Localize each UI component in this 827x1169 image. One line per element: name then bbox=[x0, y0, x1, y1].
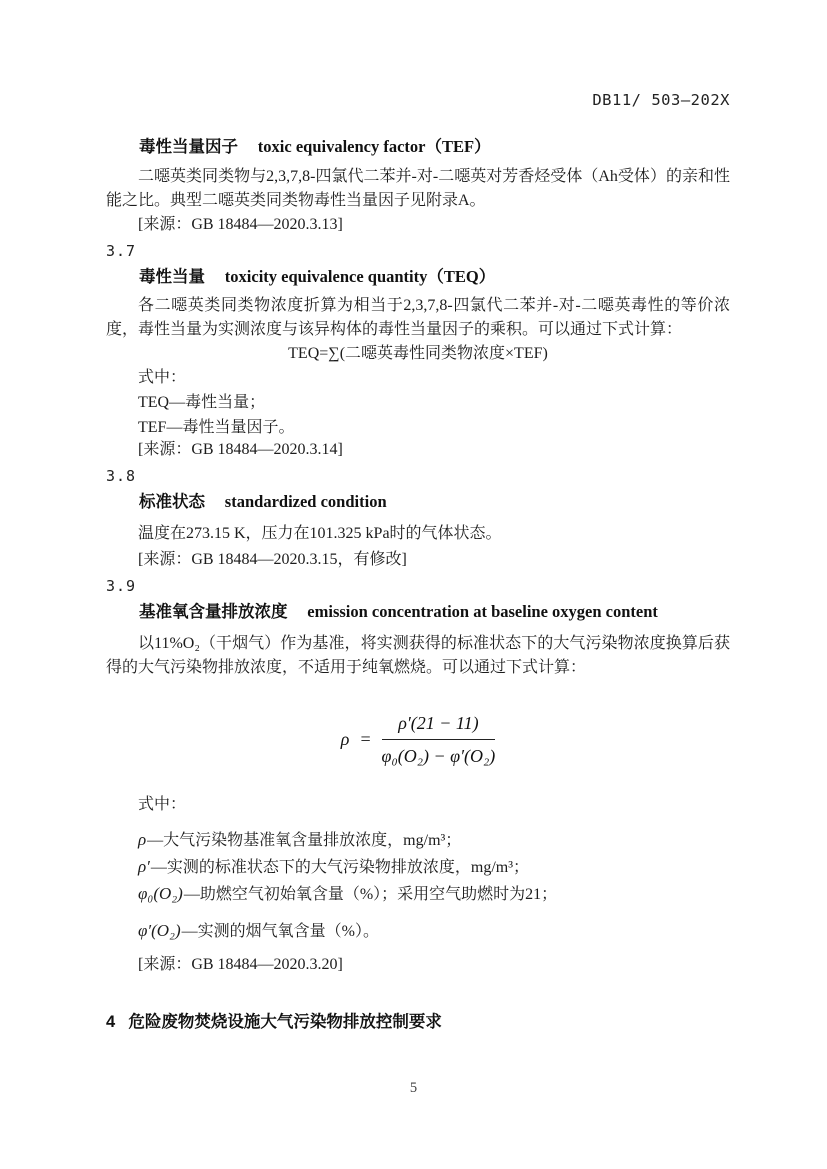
term-heading-baseline bbox=[106, 601, 730, 623]
tef-symbol: TEF bbox=[138, 419, 167, 436]
phi-prime-definition bbox=[106, 918, 730, 945]
phi-prime-desc: —实测的烟气氧含量（%）。 bbox=[181, 923, 379, 940]
rho-desc: —大气污染物基准氧含量排放浓度，mg/m³； bbox=[147, 832, 462, 849]
term-en-teq: toxicity equivalence quantity（TEQ） bbox=[224, 267, 496, 286]
section-4-heading bbox=[106, 1011, 730, 1033]
rho-prime-definition bbox=[106, 854, 730, 881]
term-zh-tef: 毒性当量因子 bbox=[139, 138, 238, 156]
term-zh-std: 标准状态 bbox=[139, 493, 205, 511]
tef-symbol-desc: —毒性当量因子。 bbox=[166, 419, 295, 436]
section-4-number: 4 bbox=[106, 1013, 116, 1031]
teq-symbol: TEQ bbox=[138, 394, 170, 411]
formula-numerator: ρ′(21 − 11) bbox=[382, 710, 496, 740]
rho-prime-symbol: ρ′ bbox=[138, 857, 150, 876]
doc-number: DB11/ 503—202X bbox=[592, 91, 730, 109]
teq-symbol-definition bbox=[106, 390, 730, 415]
term-en-std: standardized condition bbox=[224, 492, 387, 511]
section-4-title: 危险废物焚烧设施大气污染物排放控制要求 bbox=[128, 1013, 442, 1031]
std-source-note: [来源：GB 18484—2020.3.15，有修改] bbox=[138, 551, 407, 568]
rho-symbol: ρ bbox=[138, 830, 147, 849]
formula-denominator: φ₀(O₂) − φ′(O₂) bbox=[381, 746, 496, 766]
tef-source-note: [来源：GB 18484—2020.3.13] bbox=[138, 216, 343, 233]
clause-number-3-7: 3.7 bbox=[106, 242, 137, 260]
teq-formula: TEQ=∑(二噁英毒性同类物浓度×TEF) bbox=[288, 345, 548, 362]
teq-source-note: [来源：GB 18484—2020.3.14] bbox=[138, 441, 343, 458]
tef-definition-paragraph: 二噁英类同类物与2,3,7,8-四氯代二苯并-对-二噁英对芳香烃受体（Ah受体）的亲和性能之比。典型二噁英类同类物毒性当量因子见附录A。 bbox=[106, 168, 730, 209]
phi-zero-definition bbox=[106, 881, 730, 908]
term-heading-tef bbox=[106, 136, 730, 158]
rho-prime-desc: —实测的标准状态下的大气污染物排放浓度，mg/m³； bbox=[150, 859, 530, 876]
std-definition-paragraph: 温度在273.15 K，压力在101.325 kPa时的气体状态。 bbox=[138, 525, 502, 542]
term-en-tef: toxic equivalency factor（TEF） bbox=[257, 137, 491, 156]
tef-symbol-definition bbox=[106, 415, 730, 440]
formula-fraction bbox=[382, 710, 496, 769]
phi-prime-symbol: φ′(O₂) bbox=[138, 921, 181, 940]
term-en-baseline: emission concentration at baseline oxygen content bbox=[307, 602, 658, 621]
rho-definition bbox=[106, 827, 730, 854]
teq-definition-paragraph: 各二噁英类同类物浓度折算为相当于2,3,7,8-四氯代二苯并-对-二噁英毒性的等价浓度，毒性当量为实测浓度与该异构体的毒性当量因子的乘积。可以通过下式计算： bbox=[106, 297, 730, 338]
term-heading-teq bbox=[106, 266, 730, 288]
term-zh-baseline: 基准氧含量排放浓度 bbox=[139, 603, 288, 621]
clause-number-3-8: 3.8 bbox=[106, 467, 137, 485]
baseline-oxygen-formula bbox=[106, 710, 730, 769]
teq-symbol-desc: —毒性当量； bbox=[169, 394, 266, 411]
term-heading-std bbox=[106, 491, 730, 513]
formula-lhs: ρ bbox=[340, 729, 350, 749]
baseline-definition-paragraph: 以11%O₂（干烟气）作为基准，将实测获得的标准状态下的大气污染物浓度换算后获得的大气污染物排放浓度，不适用于纯氧燃烧。可以通过下式计算： bbox=[106, 635, 730, 676]
formula-equals: = bbox=[359, 729, 372, 749]
clause-number-3-9: 3.9 bbox=[106, 577, 137, 595]
page-number: 5 bbox=[409, 1080, 418, 1096]
baseline-symbol-list bbox=[106, 827, 730, 945]
baseline-source-note: [来源：GB 18484—2020.3.20] bbox=[138, 956, 343, 973]
teq-where-label: 式中： bbox=[138, 369, 187, 386]
baseline-where-label: 式中： bbox=[138, 796, 187, 813]
phi-zero-symbol: φ₀(O₂) bbox=[138, 884, 183, 903]
phi-zero-desc: —助燃空气初始氧含量（%）；采用空气助燃时为21； bbox=[183, 886, 558, 903]
term-zh-teq: 毒性当量 bbox=[139, 268, 205, 286]
